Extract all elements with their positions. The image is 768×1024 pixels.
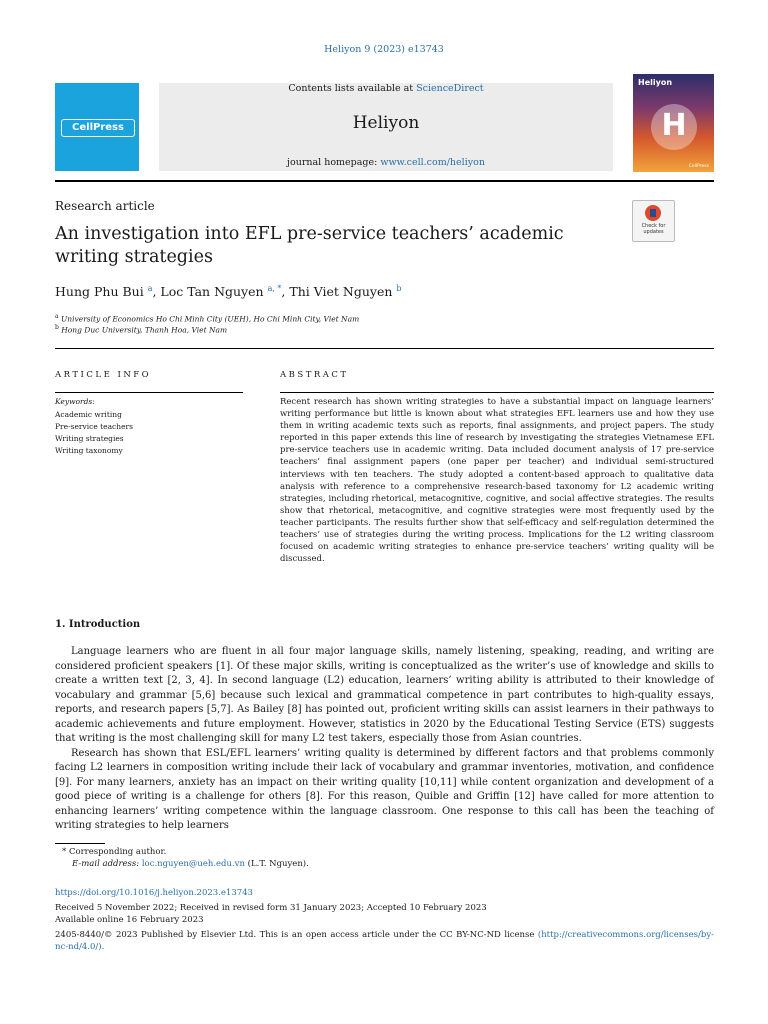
- affiliation-divider: [55, 348, 714, 349]
- sciencedirect-link[interactable]: ScienceDirect: [416, 83, 484, 94]
- keywords-label: Keywords:: [55, 397, 95, 406]
- cover-publisher: CellPress: [688, 164, 709, 169]
- keyword-item: Pre-service teachers: [55, 422, 133, 431]
- author-name[interactable]: Loc Tan Nguyen: [160, 284, 264, 300]
- license-link[interactable]: (http://creativecommons.org/licenses/by-nc-nd/4.0/).: [55, 930, 715, 952]
- homepage-prefix: journal homepage:: [287, 157, 381, 168]
- homepage-link[interactable]: www.cell.com/heliyon: [380, 157, 485, 168]
- affiliation: [55, 324, 227, 335]
- intro-body: [55, 645, 714, 834]
- license-text: 2405-8440/© 2023 Published by Elsevier Ltd. This is an open access article under the CC BY-NC-ND license: [55, 930, 535, 940]
- abstract-text: Recent research has shown writing strategies to have a substantial impact on language learners’ writing performance but little is known about what strategies EFL learners use and how they use them in writing academic texts such as reports, final assignments, and project papers. The study reported in this paper extends this line of research by investigating the strategies Vietnamese EFL pre-service teachers use in academic writing. Data included document analysis of 17 pre-service teachers’ final assignment papers (one paper per teacher) and individual semi-structured interviews with ten teachers. The study adopted a content-based approach to qualitative data analysis with reference to a comprehensive research-based taxonomy for L2 academic writing strategies, including rhetorical, metacognitive, cognitive, and social affective strategies. The results show that rhetorical, metacognitive, and cognitive strategies were most frequently used by the teacher participants. The results further show that self-efficacy and self-regulation determined the teachers’ use of strategies during the writing process. Implications for the L2 writing classroom focused on academic writing strategies to enhance pre-service teachers’ writing quality will be discussed.: [280, 397, 714, 565]
- keyword-list: [55, 409, 133, 457]
- license-statement: [55, 929, 714, 953]
- keyword-item: Writing taxonomy: [55, 446, 123, 455]
- journal-header: [159, 83, 613, 171]
- section-heading: 1. Introduction: [55, 619, 141, 630]
- corresponding-author-note: * Corresponding author.: [62, 847, 167, 857]
- received-dates: Received 5 November 2022; Received in revised form 31 January 2023; Accepted 10 February 2023: [55, 903, 487, 913]
- email-suffix: (L.T. Nguyen).: [244, 859, 309, 869]
- author-list: [55, 284, 402, 299]
- footnote-divider: [55, 843, 105, 844]
- article-type: Research article: [55, 199, 155, 213]
- author-name[interactable]: Thi Viet Nguyen: [289, 284, 393, 300]
- author-name[interactable]: Hung Phu Bui: [55, 284, 144, 300]
- intro-paragraph: Research has shown that ESL/EFL learners’ writing quality is determined by different factors and that problems commonly facing L2 learners in composition writing include their lack of vocabulary and grammar inventories, motivation, and confidence [9]. For many learners, anxiety has an impact on their writing quality [10,11] while content organization and development of a good piece of writing is a challenge for others [8]. For this reason, Quible and Griffin [12] have called for more attention to enhancing learners’ writing competence within the language classroom. One response to this call has been the teaching of writing strategies to help learners: [55, 747, 714, 831]
- author-affil-sup[interactable]: b: [396, 284, 402, 293]
- affiliation-text: University of Economics Ho Chi Minh City (UEH), Ho Chi Minh City, Viet Nam: [60, 314, 360, 324]
- email-link[interactable]: loc.nguyen@ueh.edu.vn: [141, 859, 245, 869]
- author-affil-sup[interactable]: a: [147, 284, 153, 293]
- article-info-divider: [55, 392, 243, 393]
- cover-title: Heliyon: [638, 78, 673, 87]
- journal-homepage: [159, 157, 613, 168]
- keyword-item: Writing strategies: [55, 434, 124, 443]
- cover-letter: H: [661, 108, 687, 143]
- journal-cover-image[interactable]: [633, 74, 714, 172]
- check-for-updates-button[interactable]: [632, 200, 675, 242]
- available-online-date: Available online 16 February 2023: [55, 915, 204, 925]
- affiliation-text: Hong Duc University, Thanh Hoa, Viet Nam: [61, 325, 228, 335]
- author-separator: ,: [281, 284, 290, 300]
- affiliation-marker: a: [55, 313, 59, 320]
- contents-prefix: Contents lists available at: [288, 83, 417, 94]
- bookmark-icon: [645, 205, 661, 221]
- article-title: An investigation into EFL pre-service teachers’ academic writing strategies: [55, 224, 564, 267]
- contents-availability: [159, 83, 613, 94]
- journal-citation[interactable]: Heliyon 9 (2023) e13743: [324, 44, 444, 55]
- affiliation-marker: b: [55, 324, 59, 331]
- abstract-heading: ABSTRACT: [280, 370, 349, 380]
- email-note: [72, 859, 309, 869]
- abstract-divider: [280, 392, 714, 393]
- header-divider: [55, 180, 714, 182]
- cellpress-logo-text: CellPress: [61, 119, 135, 137]
- doi-link[interactable]: https://doi.org/10.1016/j.heliyon.2023.e13743: [55, 888, 253, 898]
- author-affil-sup[interactable]: a, *: [267, 284, 282, 293]
- email-label: E-mail address:: [72, 859, 142, 869]
- affiliation: [55, 313, 359, 324]
- check-updates-label: Check for updates: [641, 223, 666, 235]
- article-info-heading: ARTICLE INFO: [55, 370, 152, 380]
- intro-paragraph: Language learners who are fluent in all four major language skills, namely listening, speaking, reading, and writing are considered proficient speakers [1]. Of these major skills, writing is conceptualized as the writer’s use of knowledge and skills to create a written text [2, 3, 4]. In second language (L2) education, learners’ writing ability is attributed to their knowledge of vocabulary and grammar [5,6] because such lexical and grammatical competence in part contributes to high-quality essays, reports, and research papers [5,7]. As Bailey [8] has pointed out, proficient writing skills can assist learners in their pathways to academic achievements and future employment. However, statistics in 2020 by the Educational Testing Service (ETS) suggests that writing is the most challenging skill for many L2 test takers, especially those from Asian countries.: [55, 646, 714, 744]
- journal-title: Heliyon: [352, 113, 420, 133]
- publisher-logo[interactable]: [55, 83, 139, 171]
- author-separator: ,: [152, 284, 161, 300]
- keyword-item: Academic writing: [55, 410, 122, 419]
